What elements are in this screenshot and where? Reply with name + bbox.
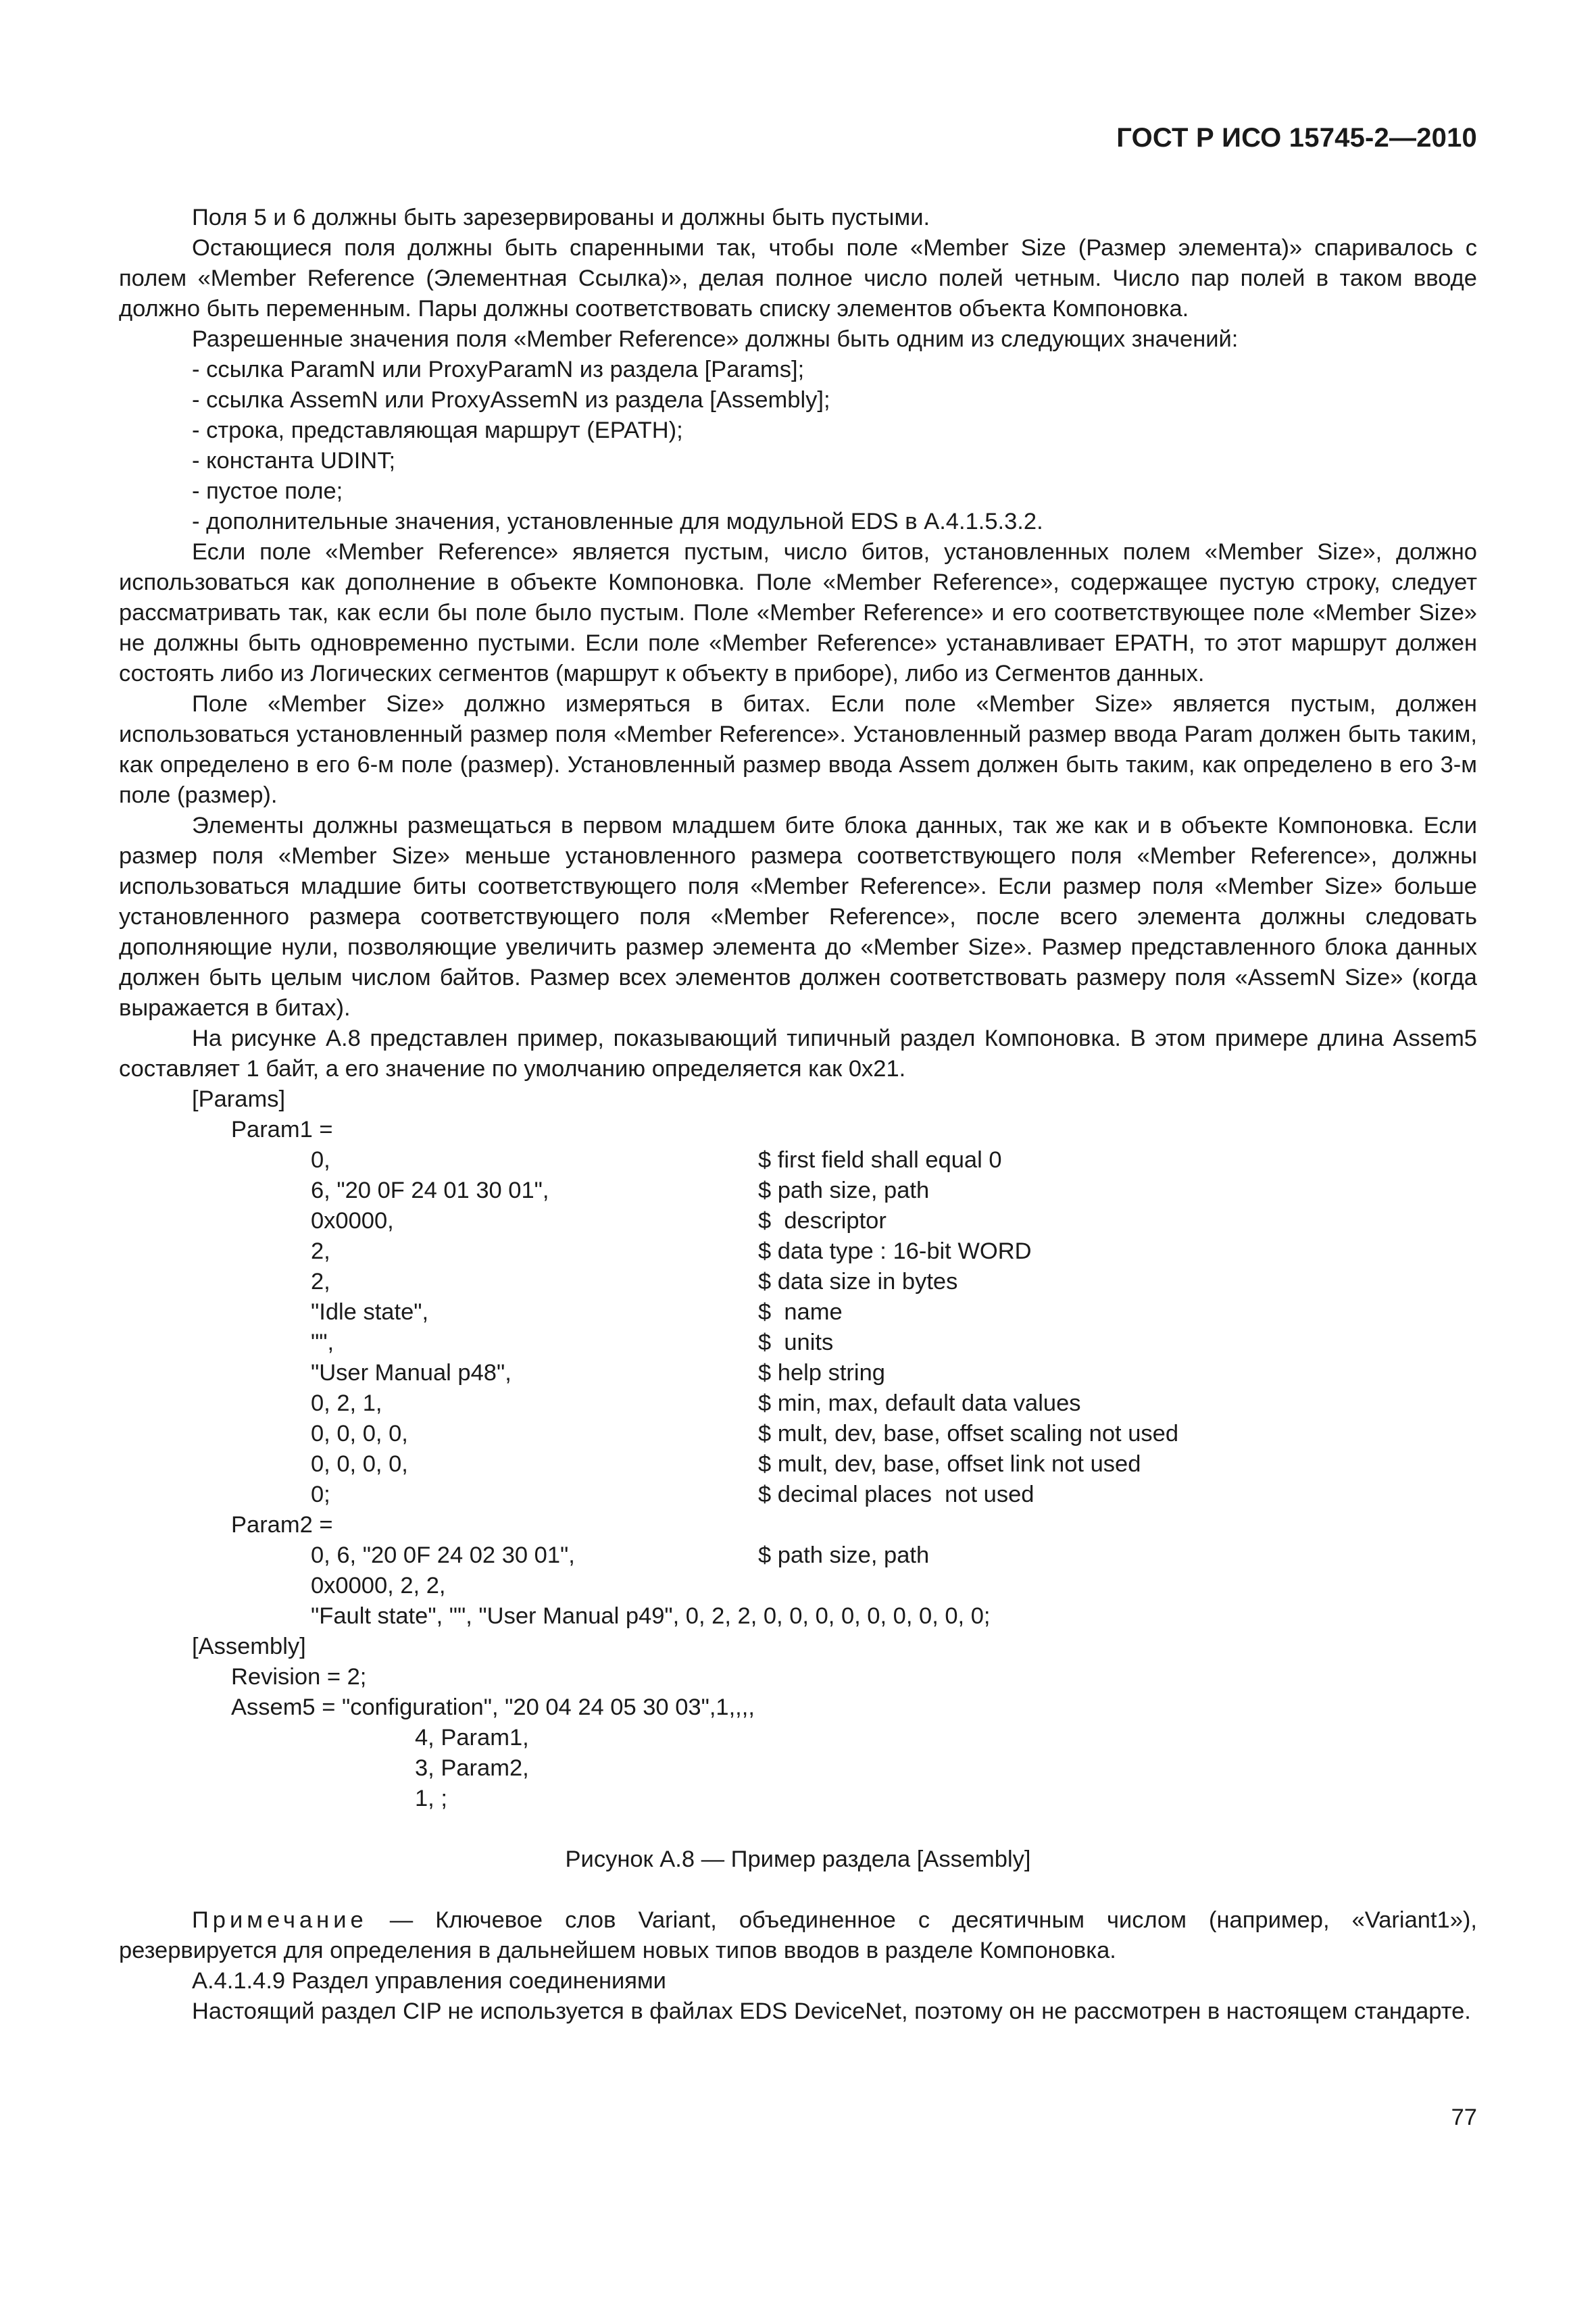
code-line [119,1176,1477,1206]
code-line [119,1236,1477,1267]
code-value: 0x0000, 2, 2, [311,1573,446,1599]
code-line [119,1358,1477,1388]
note-text: — Ключевое слов Variant, объединенное с десятичным числом (например, «Variant1»), резервируется для определения в дальнейшем новых типов вводов в разделе Компоновка. [119,1907,1477,1963]
body-text [119,203,1477,2027]
code-line [119,1145,1477,1176]
code-comment: $ help string [758,1360,885,1386]
code-value: 0, [311,1147,330,1173]
code-comment: $ min, max, default data values [758,1390,1081,1416]
paragraph: А.4.1.4.9 Раздел управления соединениями [192,1968,666,1994]
code-line [119,1419,1477,1449]
code-line [119,1784,1477,1814]
code-value: 0, 0, 0, 0, [311,1451,408,1477]
code-line [119,1540,1477,1571]
code-example [119,1084,1477,1814]
code-comment: $ first field shall equal 0 [758,1147,1002,1173]
code-value: 0, 0, 0, 0, [311,1421,408,1447]
note-paragraph [119,1905,1477,1966]
code-value: 0, 2, 1, [311,1390,382,1416]
code-value: Revision = 2; [231,1664,367,1690]
code-line [119,1753,1477,1784]
paragraph: Поле «Member Size» должно измеряться в битах. Если поле «Member Size» является пустым, должен использоваться установленный размер поля «Member Reference». Установленный размер ввода Param должен быть таким, как определено в его 6-м поле (размер). Установленный размер ввода Assem должен быть таким, как определено в его 3-м поле (размер). [119,691,1477,808]
code-line [119,1115,1477,1145]
bottom-paragraphs [119,1966,1477,2027]
code-line [119,1206,1477,1236]
list-item: - строка, представляющая маршрут (EPATH); [192,418,683,443]
page-number: 77 [1451,2105,1477,2130]
code-line [119,1571,1477,1601]
paragraph: Разрешенные значения поля «Member Reference» должны быть одним из следующих значений: [192,326,1239,352]
code-comment: $ mult, dev, base, offset link not used [758,1451,1141,1477]
code-line [119,1388,1477,1419]
code-comment: $ data size in bytes [758,1269,958,1294]
code-value: 1, ; [415,1786,447,1811]
code-value: "Idle state", [311,1299,429,1325]
figure-caption: Рисунок А.8 — Пример раздела [Assembly] [565,1846,1031,1872]
code-comment: $ path size, path [758,1542,930,1568]
code-value: [Assembly] [192,1634,306,1659]
paragraph: На рисунке А.8 представлен пример, показывающий типичный раздел Компоновка. В этом примере длина Assem5 составляет 1 байт, а его значение по умолчанию определяется как 0x21. [119,1026,1477,1082]
code-line [119,1328,1477,1358]
code-line [119,1510,1477,1540]
document-page [119,0,1477,2314]
code-comment: $ path size, path [758,1178,930,1203]
code-value: "User Manual p48", [311,1360,512,1386]
code-value: [Params] [192,1086,286,1112]
code-value: 0, 6, "20 0F 24 02 30 01", [311,1542,575,1568]
code-value: 3, Param2, [415,1755,529,1781]
standard-header: ГОСТ Р ИСО 15745-2—2010 [1116,123,1477,153]
code-line [119,1297,1477,1328]
list-item: - константа UDINT; [192,448,396,474]
code-line [119,1449,1477,1480]
code-value: 0x0000, [311,1208,394,1234]
code-value: "Fault state", "", "User Manual p49", 0, 2, 2, 0, 0, 0, 0, 0, 0, 0, 0, 0; [311,1603,991,1629]
paragraph: Элементы должны размещаться в первом младшем бите блока данных, так же как и в объекте Компоновка. Если размер поля «Member Size» меньше установленного размера соответствующего поля «Member Reference», должны использоваться младшие биты соответствующего поля «Member Reference». Если размер поля «Member Size» больше установленного размера соответствующего поля «Member Reference», после всего элемента должны следовать дополняющие нули, позволяющие увеличить размер элемента до «Member Size». Размер представленного блока данных должен быть целым числом байтов. Размер всех элементов должен соответствовать размеру поля «AssemN Size» (когда выражается в битах). [119,813,1477,1021]
code-line [119,1601,1477,1632]
code-value: 0; [311,1482,330,1507]
list-item: - ссылка AssemN или ProxyAssemN из раздела [Assembly]; [192,387,830,413]
code-comment: $ mult, dev, base, offset scaling not used [758,1421,1179,1447]
code-value: Assem5 = "configuration", "20 04 24 05 30 03",1,,,, [231,1694,755,1720]
code-comment: $ units [758,1330,834,1355]
code-comment: $ data type : 16-bit WORD [758,1238,1032,1264]
list-item: - дополнительные значения, установленные для модульной EDS в А.4.1.5.3.2. [192,509,1043,534]
code-value: 2, [311,1238,330,1264]
code-line [119,1632,1477,1662]
paragraph: Остающиеся поля должны быть спаренными так, чтобы поле «Member Size (Размер элемента)» спаривалось с полем «Member Reference (Элементная Ссылка)», делая полное число полей четным. Число пар полей в таком вводе должно быть переменным. Пары должны соответствовать списку элементов объекта Компоновка. [119,235,1477,322]
code-comment: $ name [758,1299,843,1325]
code-line [119,1692,1477,1723]
paragraph: Если поле «Member Reference» является пустым, число битов, установленных полем «Member Size», должно использоваться как дополнение в объекте Компоновка. Поле «Member Reference», содержащее пустую строку, следует рассматривать так, как если бы поле было пустым. Поле «Member Reference» и его соответствующее поле «Member Size» не должны быть одновременно пустыми. Если поле «Member Reference» устанавливает EPATH, то этот маршрут должен состоять либо из Логических сегментов (маршрут к объекту в приборе), либо из Сегментов данных. [119,539,1477,686]
code-value: 4, Param1, [415,1725,529,1751]
code-value: "", [311,1330,334,1355]
note-label: Примечание [192,1907,368,1933]
list-item: - пустое поле; [192,478,343,504]
code-value: Param1 = [231,1117,333,1142]
paragraph: Настоящий раздел CIP не используется в файлах EDS DeviceNet, поэтому он не рассмотрен в настоящем стандарте. [192,1998,1471,2024]
code-comment: $ descriptor [758,1208,887,1234]
code-line [119,1084,1477,1115]
code-line [119,1267,1477,1297]
code-value: Param2 = [231,1512,333,1538]
top-paragraphs [119,203,1477,1084]
paragraph: Поля 5 и 6 должны быть зарезервированы и должны быть пустыми. [192,205,930,230]
code-line [119,1662,1477,1692]
code-comment: $ decimal places not used [758,1482,1034,1507]
code-line [119,1480,1477,1510]
code-value: 6, "20 0F 24 01 30 01", [311,1178,549,1203]
code-line [119,1723,1477,1753]
list-item: - ссылка ParamN или ProxyParamN из раздела [Params]; [192,357,805,382]
code-value: 2, [311,1269,330,1294]
